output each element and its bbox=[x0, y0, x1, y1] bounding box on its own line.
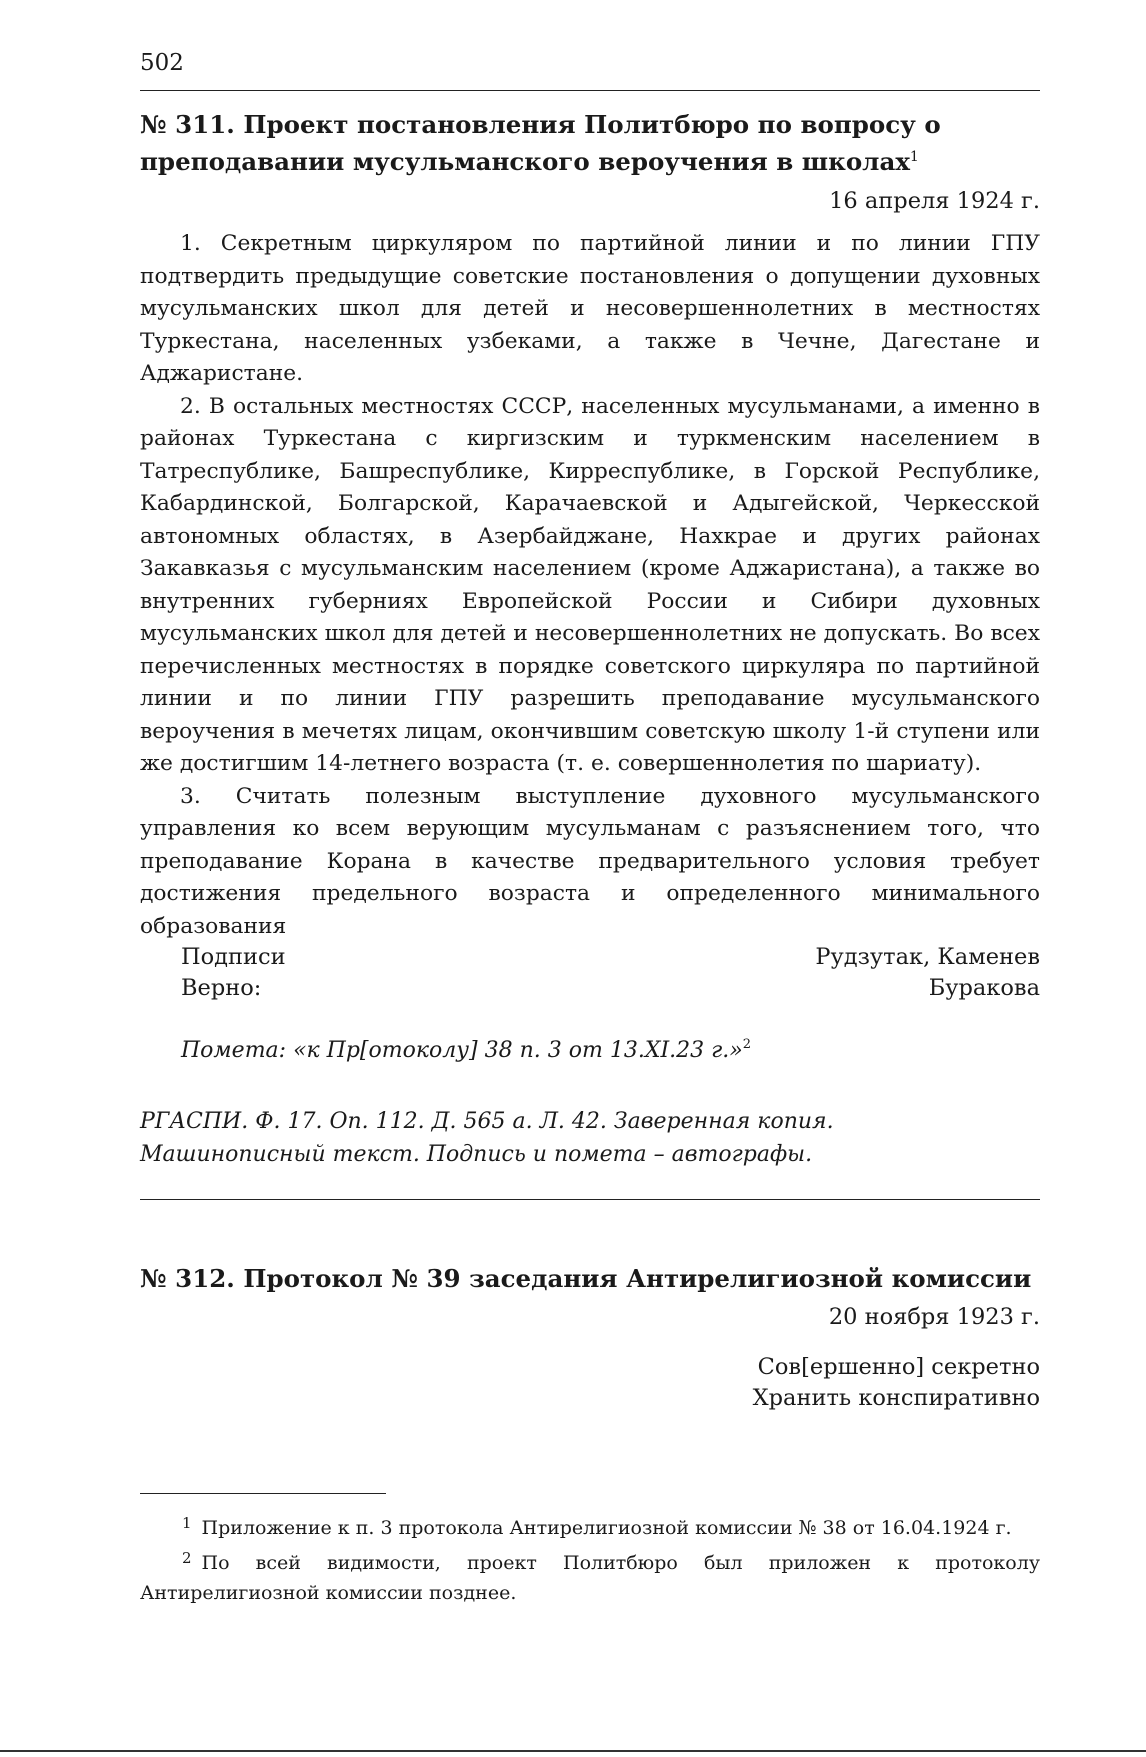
footnote-1-mark: 1 bbox=[182, 1514, 192, 1532]
paragraph-2: 2. В остальных местностях СССР, населенных мусульманами, а именно в районах Туркестана с киргизским и туркменским населением в Татреспублике, Башреспублике, Кирреспублике, в Горской Республике, Кабардинской, Болгарской, Карачаевской и Адыгейской, Черкесской автономных областях, в Азербайджане, Нахкрае и других районах Закавказья с мусульманским населением (кроме Аджаристана), а также во внутренних губерниях Европейской России и Сибири духовных мусульманских школ для детей и несовершеннолетних не допускать. Во всех перечисленных местностях в порядке советского циркуляра по партийной линии и по линии ГПУ разрешить преподавание мусульманского вероучения в мечетях лицам, окончившим советскую школу 1-й ступени или же достигшим 14-летнего возраста (т. е. совершеннолетия по шариату). bbox=[140, 393, 1040, 776]
signatures-names: Рудзутак, Каменев bbox=[815, 944, 1040, 970]
annotation-note-text: Помета: «к Пр[отоколу] 38 п. 3 от 13.XI.23 г.» bbox=[181, 1038, 743, 1063]
annotation-note bbox=[181, 1037, 751, 1063]
archive-reference-line-2: Машинописный текст. Подпись и помета – автографы. bbox=[140, 1142, 813, 1167]
footnote-rule bbox=[140, 1493, 386, 1494]
paragraph-3: 3. Считать полезным выступление духовного мусульманского управления ко всем верующим мусульманам с разъяснением того, что преподавание Корана в качестве предварительного условия требует достижения предельного возраста и определенного минимального образования bbox=[140, 783, 1040, 939]
document-311-title bbox=[140, 108, 1040, 178]
footnote-ref-2[interactable]: 2 bbox=[742, 1037, 752, 1052]
certified-label: Верно: bbox=[181, 975, 262, 1001]
signatures-label: Подписи bbox=[181, 944, 286, 970]
document-312-title: № 312. Протокол № 39 заседания Антирелигиозной комиссии bbox=[140, 1264, 1032, 1293]
footnote-1-text: Приложение к п. 3 протокола Антирелигиозной комиссии № 38 от 16.04.1924 г. bbox=[201, 1517, 1012, 1539]
certified-name: Буракова bbox=[928, 975, 1040, 1001]
footnote-2 bbox=[140, 1543, 1040, 1608]
signatures-row bbox=[181, 944, 1040, 970]
page-bottom-edge bbox=[0, 1750, 1146, 1752]
secrecy-line-1: Сов[ершенно] секретно bbox=[757, 1354, 1040, 1380]
document-311-body bbox=[140, 228, 1040, 943]
footnote-2-mark: 2 bbox=[182, 1549, 192, 1567]
footnote-ref-1[interactable]: 1 bbox=[909, 149, 919, 165]
footnote-2-text: По всей видимости, проект Политбюро был приложен к протоколу Антирелигиозной комиссии позднее. bbox=[140, 1552, 1040, 1604]
secrecy-stamp bbox=[753, 1352, 1040, 1414]
archive-reference bbox=[140, 1105, 1040, 1171]
paragraph-1: 1. Секретным циркуляром по партийной линии и по линии ГПУ подтвердить предыдущие советские постановления о допущении духовных мусульманских школ для детей и несовершеннолетних в местностях Туркестана, населенных узбеками, а также в Чечне, Дагестане и Аджаристане. bbox=[140, 231, 1040, 386]
footnotes bbox=[140, 1508, 1040, 1608]
footnote-1 bbox=[140, 1508, 1040, 1543]
secrecy-line-2: Хранить конспиративно bbox=[752, 1385, 1040, 1411]
document-separator bbox=[140, 1199, 1040, 1200]
archive-reference-line-1: РГАСПИ. Ф. 17. Оп. 112. Д. 565 а. Л. 42. Заверенная копия. bbox=[140, 1109, 834, 1134]
certified-row bbox=[181, 975, 1040, 1001]
document-312-date: 20 ноября 1923 г. bbox=[828, 1304, 1040, 1330]
document-311-title-text: № 311. Проект постановления Политбюро по вопросу о преподавании мусульманского вероучения в школах bbox=[140, 110, 941, 176]
document-311-date: 16 апреля 1924 г. bbox=[829, 188, 1040, 214]
header-rule bbox=[140, 90, 1040, 91]
page-number: 502 bbox=[140, 50, 184, 76]
